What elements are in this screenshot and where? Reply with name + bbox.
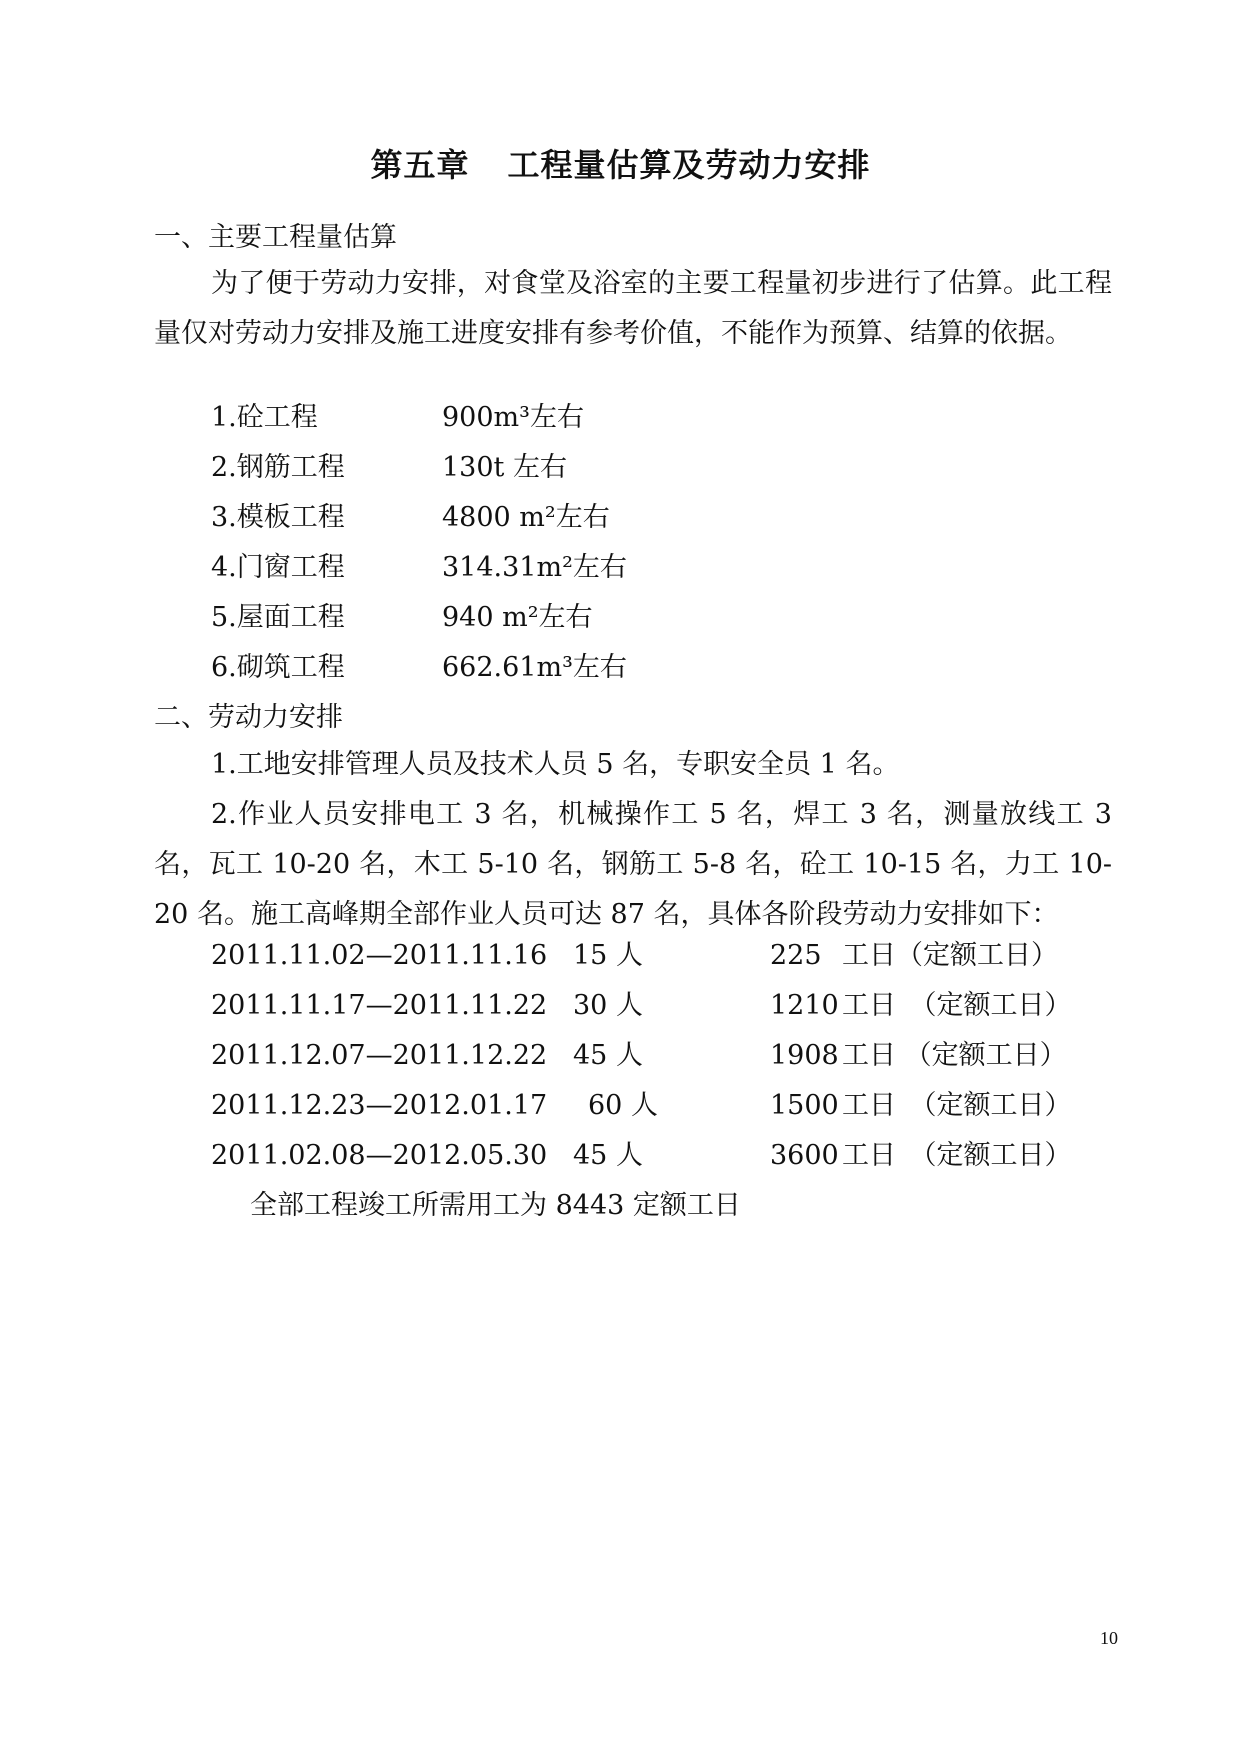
schedule-people: 45 人	[573, 1140, 643, 1171]
quantity-value: 4800 m²左右	[442, 502, 610, 533]
schedule-days: 1210	[770, 990, 839, 1021]
schedule-period: 2011.11.17—2011.11.22	[211, 990, 548, 1021]
page-number: 10	[1100, 1628, 1118, 1648]
total-labor: 全部工程竣工所需用工为 8443 定额工日	[250, 1190, 741, 1221]
section1-intro: 为了便于劳动力安排，对食堂及浴室的主要工程量初步进行了估算。此工程量仅对劳动力安排及施工进度安排有参考价值，不能作为预算、结算的依据。	[154, 268, 1112, 349]
quantity-value: 314.31m²左右	[442, 552, 627, 583]
schedule-days: 225	[770, 940, 822, 971]
schedule-period: 2011.11.02—2011.11.16	[211, 940, 548, 971]
quantity-value: 900m³左右	[442, 402, 584, 433]
section1-heading: 一、主要工程量估算	[154, 222, 397, 253]
schedule-days: 1908	[770, 1040, 839, 1071]
staffing-item-1: 1.工地安排管理人员及技术人员 5 名，专职安全员 1 名。	[211, 749, 900, 780]
schedule-unit: 工日 （定额工日）	[842, 1090, 1072, 1121]
quantity-label: 5.屋面工程	[211, 602, 345, 633]
schedule-unit: 工日 （定额工日）	[842, 990, 1072, 1021]
chapter-number: 第五章	[370, 146, 470, 184]
schedule-people: 30 人	[573, 990, 643, 1021]
schedule-people: 60 人	[588, 1090, 658, 1121]
section2-heading: 二、劳动力安排	[154, 702, 343, 733]
quantity-label: 2.钢筋工程	[211, 452, 345, 483]
schedule-unit: 工日 （定额工日）	[842, 1040, 1067, 1071]
schedule-people: 15 人	[573, 940, 643, 971]
chapter-name: 工程量估算及劳动力安排	[507, 146, 871, 184]
quantity-label: 3.模板工程	[211, 502, 345, 533]
schedule-people: 45 人	[573, 1040, 643, 1071]
quantity-label: 6.砌筑工程	[211, 652, 345, 683]
chapter-title	[0, 140, 1241, 186]
schedule-unit: 工日（定额工日）	[842, 940, 1058, 971]
schedule-days: 3600	[770, 1140, 839, 1171]
schedule-unit: 工日 （定额工日）	[842, 1140, 1072, 1171]
schedule-period: 2011.02.08—2012.05.30	[211, 1140, 548, 1171]
schedule-period: 2011.12.23—2012.01.17	[211, 1090, 548, 1121]
quantity-label: 1.砼工程	[211, 402, 318, 433]
schedule-days: 1500	[770, 1090, 839, 1121]
schedule-period: 2011.12.07—2011.12.22	[211, 1040, 548, 1071]
quantity-value: 940 m²左右	[442, 602, 593, 633]
quantity-value: 662.61m³左右	[442, 652, 627, 683]
quantity-value: 130t 左右	[442, 452, 567, 483]
staffing-item-2: 2.作业人员安排电工 3 名，机械操作工 5 名，焊工 3 名，测量放线工 3 名，瓦工 10-20 名，木工 5-10 名，钢筋工 5-8 名，砼工 10-15 名，力工 10-20 名。施工高峰期全部作业人员可达 87 名，具体各阶段劳动力安排如下：	[154, 799, 1112, 930]
quantity-label: 4.门窗工程	[211, 552, 345, 583]
